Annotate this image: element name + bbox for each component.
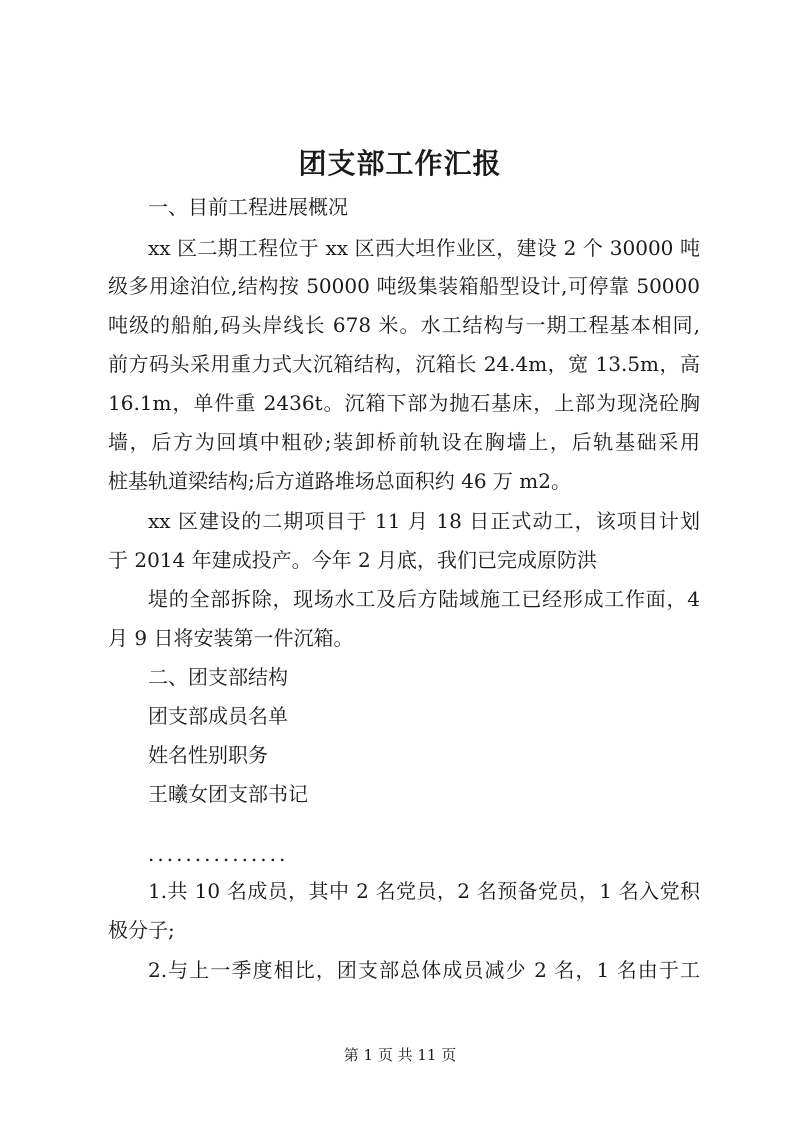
paragraph-line: 16.1m，单件重 2436t。沉箱下部为抛石基床，上部为现浇砼胸 bbox=[108, 391, 700, 415]
paragraph-line: xx 区建设的二期项目于 11 月 18 日正式动工，该项目计划 bbox=[148, 509, 700, 533]
member-list-title: 团支部成员名单 bbox=[148, 704, 288, 728]
paragraph-line: 前方码头采用重力式大沉箱结构，沉箱长 24.4m，宽 13.5m，高 bbox=[108, 352, 700, 376]
paragraph-line: 堤的全部拆除，现场水工及后方陆域施工已经形成工作面，4 bbox=[148, 587, 700, 611]
list-item-line: 1.共 10 名成员，其中 2 名党员，2 名预备党员，1 名入党积 bbox=[148, 879, 700, 903]
ellipsis-dots: ............... bbox=[148, 842, 289, 866]
document-title: 团支部工作汇报 bbox=[298, 147, 502, 180]
paragraph-line: xx 区二期工程位于 xx 区西大坦作业区，建设 2 个 30000 吨 bbox=[148, 236, 700, 260]
paragraph-line: 墙，后方为回填中粗砂;装卸桥前轨设在胸墙上，后轨基础采用 bbox=[108, 430, 700, 454]
paragraph-line: 桩基轨道梁结构;后方道路堆场总面积约 46 万 m2。 bbox=[108, 469, 571, 493]
page-footer: 第 1 页 共 11 页 bbox=[343, 1046, 457, 1064]
paragraph-line: 于 2014 年建成投产。今年 2 月底，我们已完成原防洪 bbox=[108, 548, 598, 572]
member-list-row: 王曦女团支部书记 bbox=[148, 782, 308, 806]
list-item-line: 2.与上一季度相比，团支部总体成员减少 2 名，1 名由于工 bbox=[148, 958, 700, 982]
list-item-line: 极分子; bbox=[108, 918, 175, 942]
paragraph-line: 级多用途泊位,结构按 50000 吨级集装箱船型设计,可停靠 50000 bbox=[108, 274, 700, 298]
member-list-header: 姓名性别职务 bbox=[148, 743, 268, 767]
paragraph-line: 吨级的船舶,码头岸线长 678 米。水工结构与一期工程基本相同, bbox=[108, 313, 700, 337]
section-heading-2: 二、团支部结构 bbox=[148, 665, 288, 689]
paragraph-line: 月 9 日将安装第一件沉箱。 bbox=[108, 626, 354, 650]
section-heading-1: 一、目前工程进展概况 bbox=[148, 195, 348, 219]
